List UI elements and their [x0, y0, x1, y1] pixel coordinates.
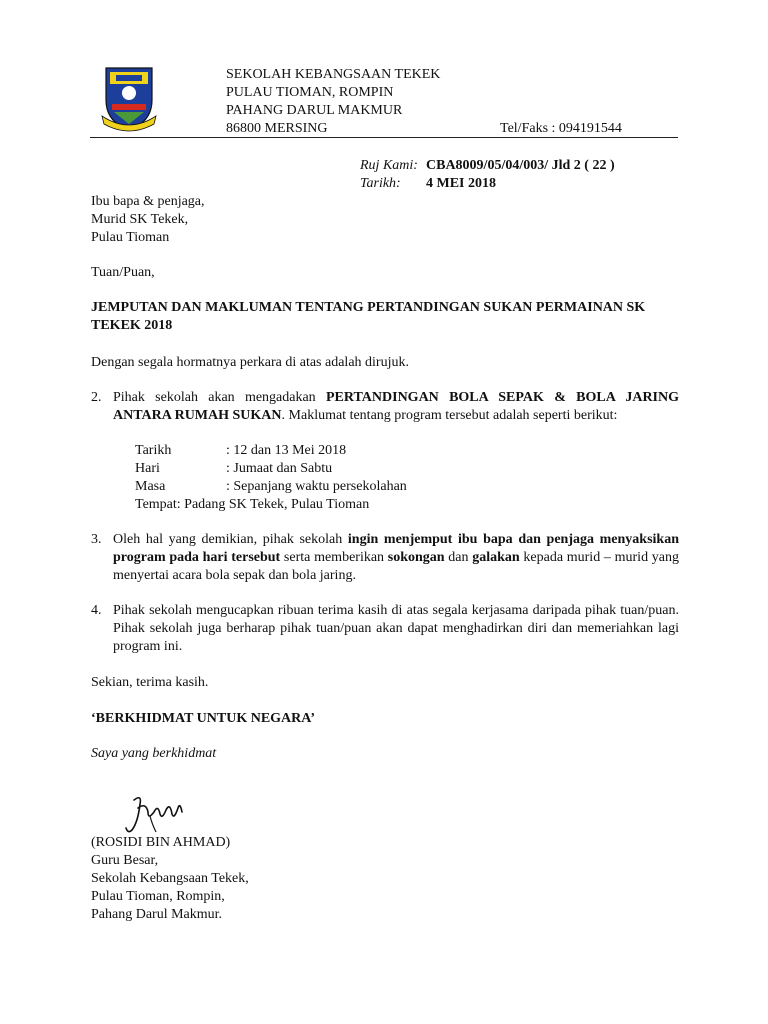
signature-image	[120, 792, 190, 838]
salutation: Tuan/Puan,	[91, 265, 155, 280]
p3-bold-sokongan: sokongan	[387, 550, 445, 565]
p2-text-end: . Maklumat tentang program tersebut adalah seperti berikut:	[281, 408, 618, 423]
detail-key: Tarikh	[135, 443, 172, 458]
p3-bold-galakan: galakan	[472, 550, 520, 565]
paragraph-number: 2.	[91, 390, 102, 405]
ruj-value: CBA8009/05/04/003/ Jld 2 ( 22 )	[426, 158, 615, 173]
recipient-block	[91, 193, 679, 247]
detail-row	[135, 442, 407, 460]
paragraph-1: Dengan segala hormatnya perkara di atas adalah dirujuk.	[91, 355, 409, 370]
paragraph-2	[91, 389, 679, 429]
letter-subject: JEMPUTAN DAN MAKLUMAN TENTANG PERTANDINGAN SUKAN PERMAINAN SK TEKEK 2018	[91, 300, 646, 333]
signatory-line: Pulau Tioman, Rompin,	[91, 889, 225, 904]
p3-text: dan	[444, 550, 473, 565]
school-postcode-city: 86800 MERSING	[226, 121, 328, 136]
recipient-line: Murid SK Tekek,	[91, 212, 189, 227]
signatory-line: Guru Besar,	[91, 853, 159, 868]
school-name: SEKOLAH KEBANGSAAN TEKEK	[226, 67, 441, 82]
p2-text: Pihak sekolah akan mengadakan	[113, 390, 326, 405]
paragraph-number: 3.	[91, 532, 102, 547]
closing: Sekian, terima kasih.	[91, 675, 209, 690]
detail-value: : Jumaat dan Sabtu	[226, 461, 333, 476]
letterhead	[226, 66, 686, 138]
signatory-block	[91, 834, 679, 924]
detail-value: : Sepanjang waktu persekolahan	[226, 479, 407, 494]
p3-bold-invite: ingin menjemput ibu bapa dan penjaga menyaksikan program pada hari tersebut	[113, 532, 680, 565]
paragraph-3	[91, 531, 679, 587]
detail-key: Masa	[135, 479, 166, 494]
school-address-line2: PAHANG DARUL MAKMUR	[226, 103, 403, 118]
saya-yang-berkhidmat: Saya yang berkhidmat	[91, 746, 217, 761]
event-details	[135, 442, 407, 514]
tarikh-label: Tarikh:	[360, 176, 401, 191]
paragraph-4	[91, 602, 679, 658]
detail-key: Hari	[135, 461, 160, 476]
p3-text: serta memberikan	[280, 550, 388, 565]
p3-text: Oleh hal yang demikian, pihak sekolah	[113, 532, 348, 547]
signatory-name: (ROSIDI BIN AHMAD)	[91, 835, 231, 850]
signatory-line: Sekolah Kebangsaan Tekek,	[91, 871, 249, 886]
school-crest-logo	[100, 64, 158, 134]
recipient-line: Ibu bapa & penjaga,	[91, 194, 205, 209]
detail-tempat: Tempat: Padang SK Tekek, Pulau Tioman	[135, 497, 370, 512]
p3-text: kepada murid – murid yang menyertai acara bola sepak dan bola jaring.	[113, 550, 679, 583]
detail-value: : 12 dan 13 Mei 2018	[226, 443, 347, 458]
reference-block	[360, 157, 615, 193]
detail-row	[135, 460, 407, 478]
detail-row	[135, 478, 407, 496]
p4-text: Pihak sekolah mengucapkan ribuan terima kasih di atas segala kerjasama daripada pihak tuan/puan. Pihak sekolah juga berharap pihak tuan/puan akan dapat menghadirkan diri dan memeriahkan lagi program ini.	[113, 603, 679, 654]
ruj-label: Ruj Kami:	[360, 158, 418, 173]
header-divider	[90, 137, 678, 138]
signatory-line: Pahang Darul Makmur.	[91, 907, 223, 922]
motto: ‘BERKHIDMAT UNTUK NEGARA’	[91, 711, 316, 726]
tarikh-value: 4 MEI 2018	[426, 176, 496, 191]
school-telfax: Tel/Faks : 094191544	[500, 121, 622, 136]
recipient-line: Pulau Tioman	[91, 230, 170, 245]
paragraph-number: 4.	[91, 603, 102, 618]
p2-bold-event: PERTANDINGAN BOLA SEPAK & BOLA JARING ANTARA RUMAH SUKAN	[113, 390, 679, 423]
school-address-line1: PULAU TIOMAN, ROMPIN	[226, 85, 394, 100]
